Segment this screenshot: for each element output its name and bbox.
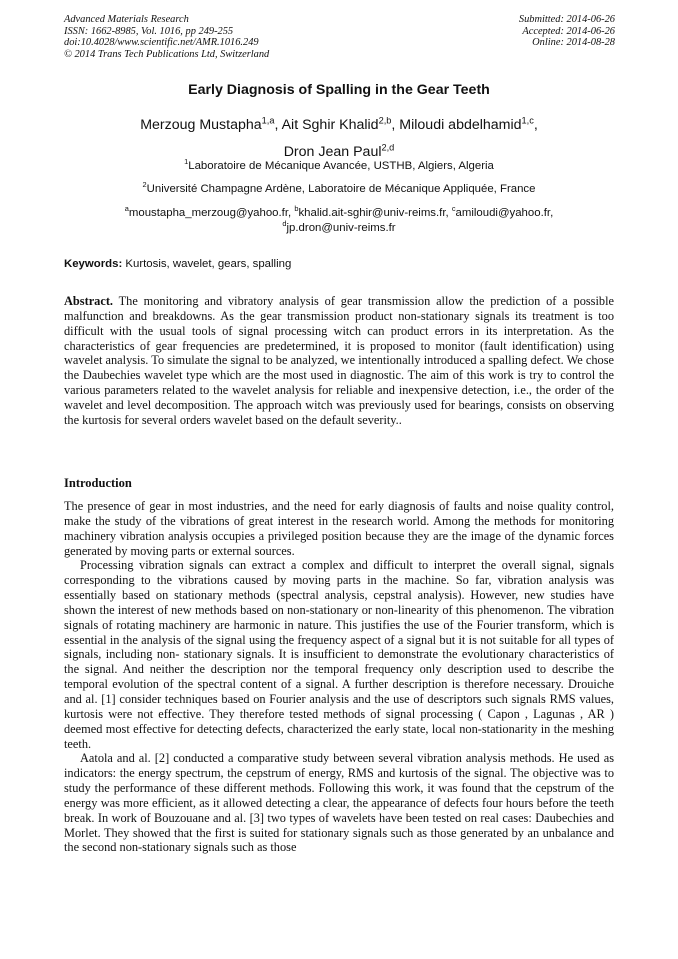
keywords-text: Kurtosis, wavelet, gears, spalling [125,258,292,270]
author-name: Miloudi abdelhamid [399,117,522,133]
email-address[interactable]: khalid.ait-sghir@univ-reims.fr [298,207,446,219]
author-emails: $^a$moustapha_merzoug@yahoo.fr, $^b$khalid.ait-sghir@univ-reims.fr, $^c$amiloudi@yahoo.fr, $^d$jp.dron@univ-reims.fr [124,204,554,234]
email-address[interactable]: moustapha_merzoug@yahoo.fr [128,207,288,219]
journal-header-right [519,14,615,49]
paragraph: Processing vibration signals can extract a complex and difficult to interpret the overall signal, signals corresponding to the vibrations caused by moving parts in the machine. So far, vibration analysis was essentially based on stationary methods (spectral analysis, cepstral analysis). However, new studies have shown the interest of new methods based on non-stationary or non-linearity of this phenomenon. The vibration signals of rotating machinery are harmonic in nature. This justifies the use of the Fourier transform, which is essential in the analysis of the signal using the frequency aspect of a signal but it is not suitable for all types of signals, including non- stationary signals. It is insufficient to demonstrate the evolutionary characteristics of the signal. And neither the description nor the temporal frequency only description used to describe the temporal evolution of the spectral content of a signal. A further description is therefore necessary. Drouiche and al. [1] consider techniques based on Fourier analysis and the use of descriptors such signals RMS values, kurtosis were not effective. They therefore tested methods of signal processing ( Capon , Lagunas , AR ) deemed most effective for detecting defects, characterized the early state, local non-stationarity in the meshing teeth. [64,558,614,751]
journal-copyright: © 2014 Trans Tech Publications Ltd, Switzerland [64,48,270,60]
author-name: Dron Jean Paul [283,144,382,160]
affiliation-2 [0,180,678,195]
abstract-label: Abstract. [64,294,114,308]
online-date: Online: 2014-08-28 [532,37,615,49]
accepted-date: Accepted: 2014-06-26 [522,25,615,37]
keywords-line [64,258,291,270]
abstract [64,294,614,428]
author-affiliation-mark: 2,b [378,115,392,126]
paper-title: Early Diagnosis of Spalling in the Gear Teeth [188,82,490,98]
abstract-text: The monitoring and vibratory analysis of gear transmission allow the prediction of a possible malfunction and breakdowns. As the gear transmission product non-stationary signals its treatment is too difficult with the usual tools of signal processing witch can product errors in its interpretation. As the characteristics of gear frequencies are predetermined, it is proposed to monitor (fault identification) using wavelet analysis. To simulate the signal to be analyzed, we intentionally introduced a spalling defect. We chose the Daubechies wavelet type which are the most used in diagnostic. The aim of this work is try to control the various parameters related to the wavelet analysis for reliable and inexpensive detection, i.e., the order of the wavelet and level decomposition. The approach witch was previously used for bearings, consists on observing the kurtosis for several orders wavelet based on the default severity.. [64,294,614,427]
journal-header-left [64,14,269,60]
affiliation-mark: 2 [142,180,147,190]
affiliation-text: Université Champagne Ardène, Laboratoire de Mécanique Appliquée, France [146,183,536,195]
journal-name: Advanced Materials Research [64,14,189,25]
email-mark: d [282,218,287,228]
section-heading-introduction: Introduction [64,476,132,490]
affiliation-text: Laboratoire de Mécanique Avancée, USTHB, Algiers, Algeria [188,160,494,172]
email-mark: a [124,204,129,214]
keywords-label: Keywords: [64,258,123,270]
author-name: Merzoug Mustapha [140,117,262,133]
introduction-body [64,499,614,855]
paragraph: The presence of gear in most industries, and the need for early diagnosis of faults and noise quality control, make the study of the vibrations of great interest in the research world. Among the methods for monitoring machinery vibration analysis occupies a privileged position because they are the image of the dynamic forces generated by moving parts or external sources. [64,499,614,558]
submitted-date: Submitted: 2014-06-26 [518,14,615,25]
journal-issn: ISSN: 1662-8985, Vol. 1016, pp 249-255 [64,25,234,37]
author-affiliation-mark: 1,c [521,115,534,126]
email-mark: b [294,204,299,214]
author-affiliation-mark: 2,d [381,142,395,153]
affiliation-mark: 1 [184,157,189,167]
author-list: Merzoug Mustapha$^{1,a}$, Ait Sghir Khalid$^{2,b}$, Miloudi abdelhamid$^{1,c}$, Dron Jean Paul$^{2,d}$ [140,115,538,160]
email-address[interactable]: jp.dron@univ-reims.fr [286,221,396,234]
affiliation-1 [0,157,678,172]
author-affiliation-mark: 1,a [261,115,275,126]
email-address[interactable]: amiloudi@yahoo.fr [455,207,551,219]
journal-doi: doi:10.4028/www.scientific.net/AMR.1016.249 [64,37,259,49]
paragraph: Aatola and al. [2] conducted a comparative study between several vibration analysis methods. He used as indicators: the energy spectrum, the cepstrum of energy, RMS and kurtosis of the signal. The objective was to study the performance of these different methods. Following this work, it was found that the cepstrum of the energy was more efficient, as it allowed detecting a clear, the appearance of defects four hours before the teeth break. In work of Bouzouane and al. [3] two types of wavelets have been tested on real cases: Daubechies and Morlet. They showed that the first is suited for stationary signals such as those generated by an unbalance and the second non-stationary signals such as those [64,751,614,855]
author-name: Ait Sghir Khalid [281,117,379,133]
email-mark: c [451,204,456,214]
